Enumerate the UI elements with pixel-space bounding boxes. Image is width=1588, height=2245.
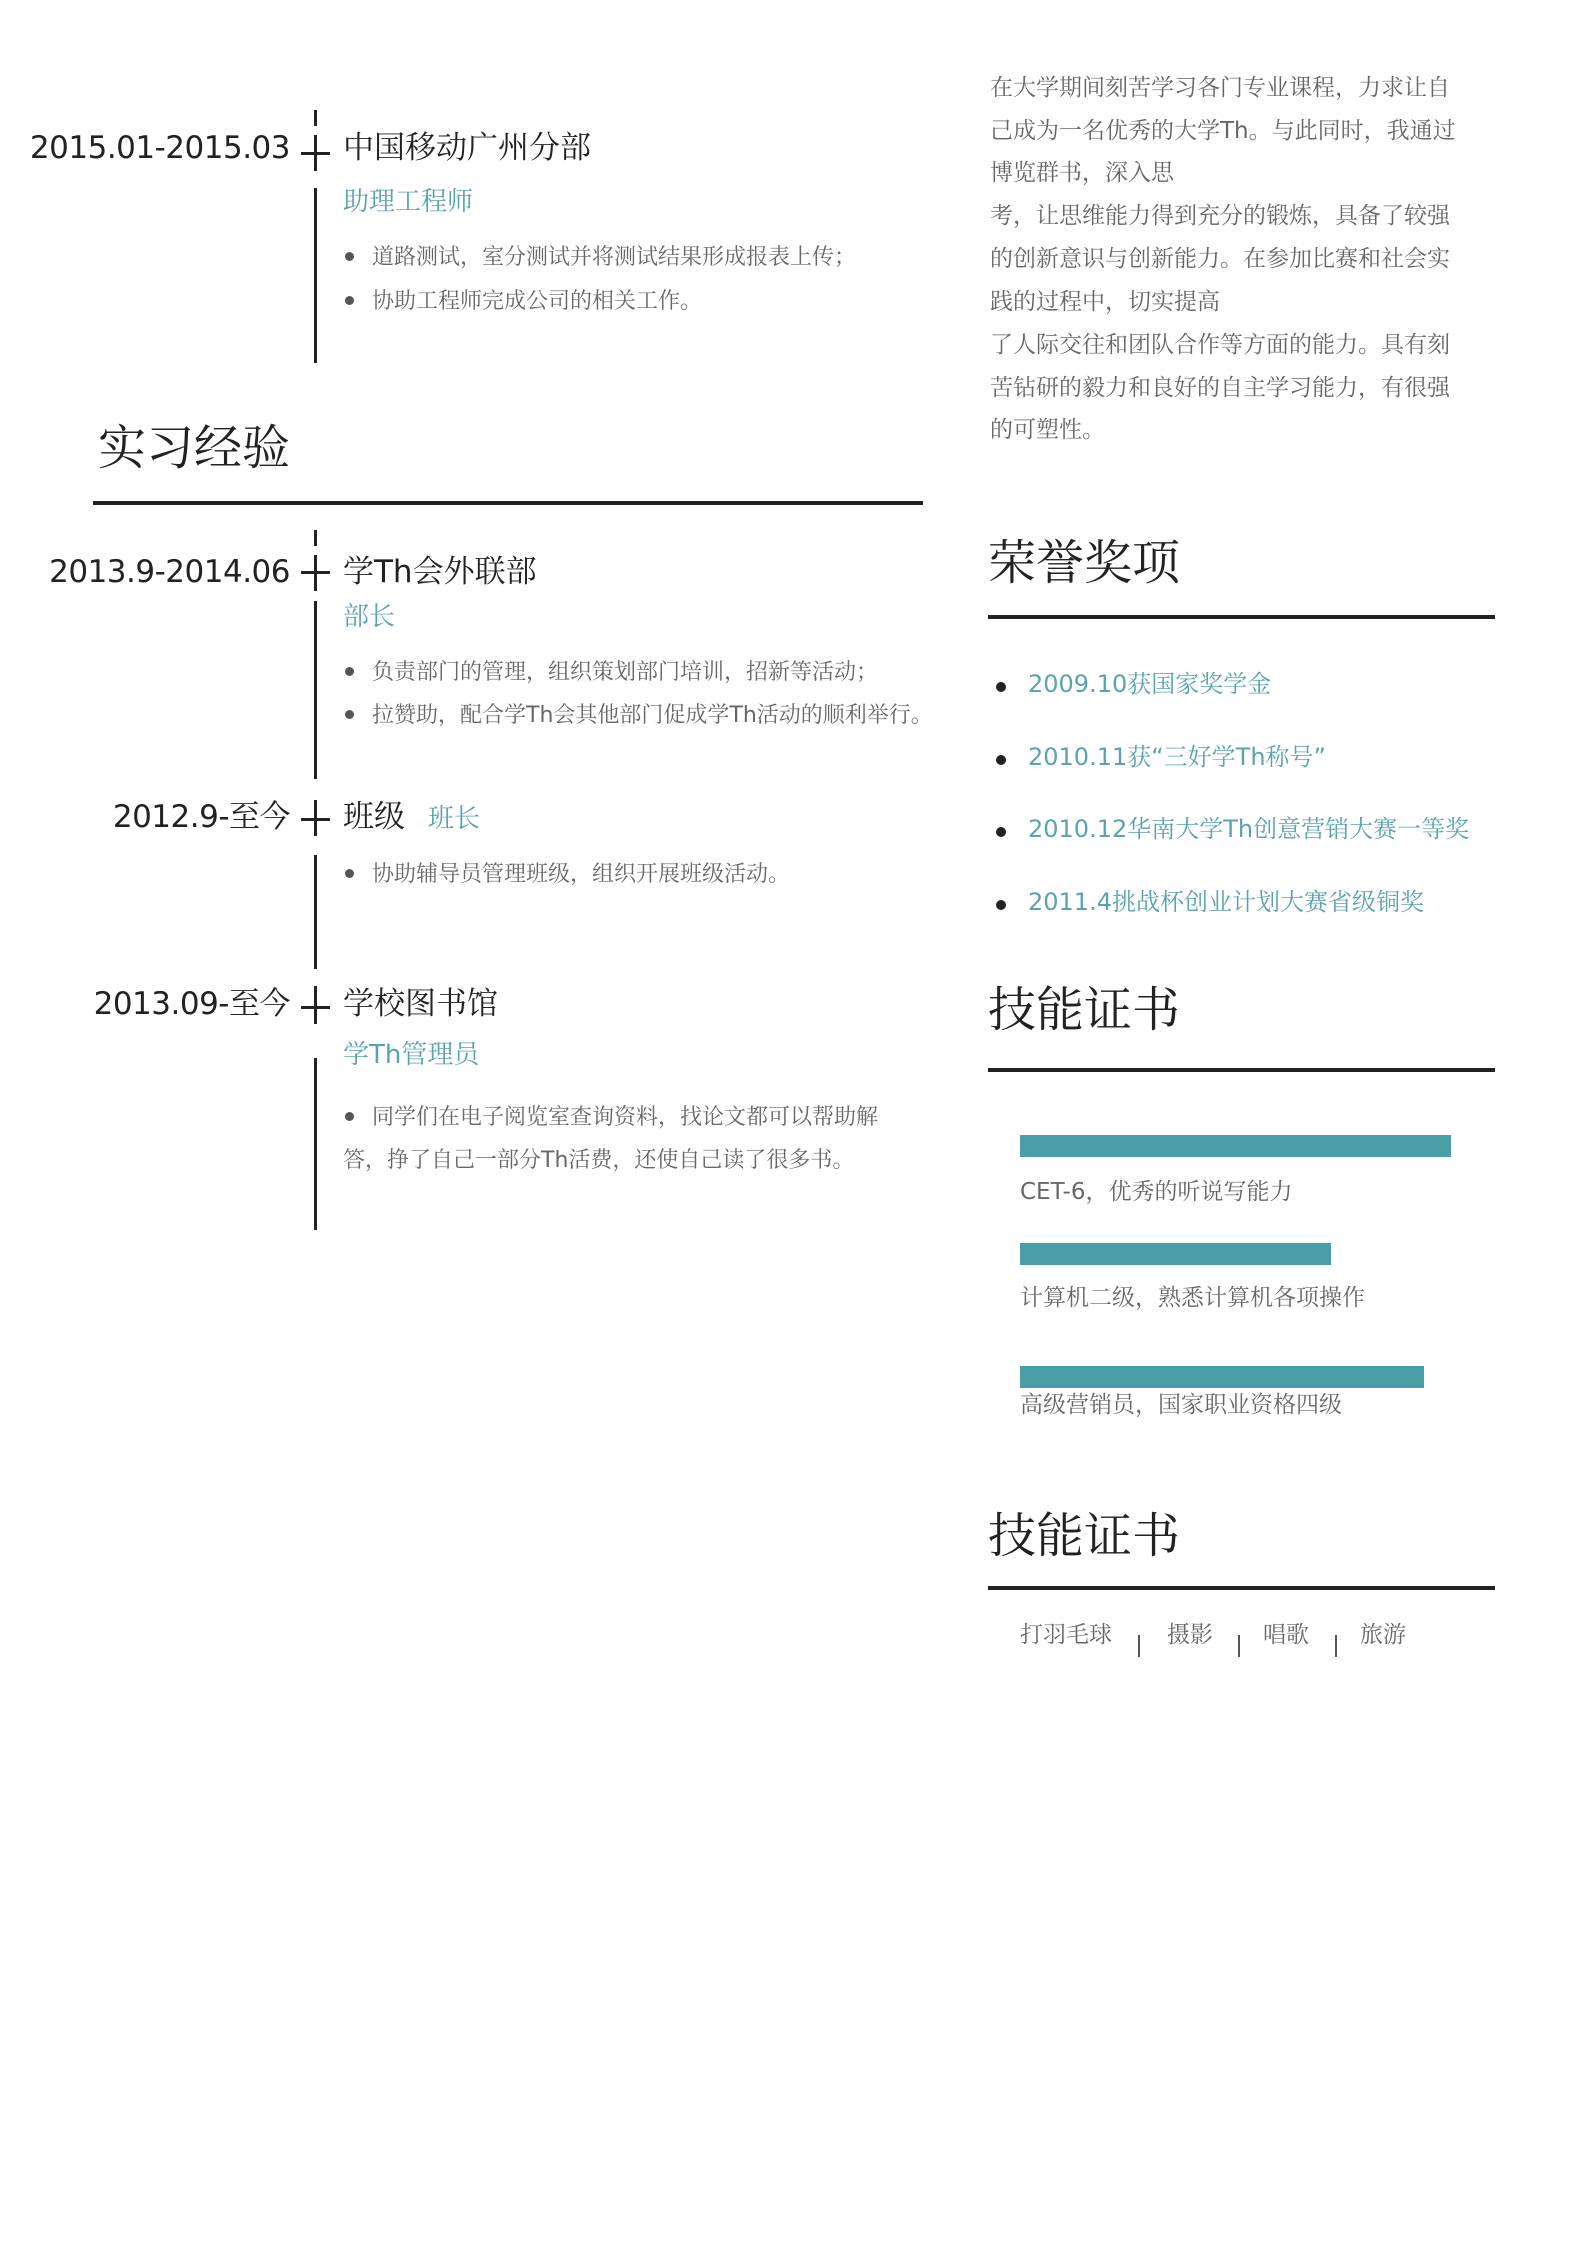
bullet-dot-icon (345, 869, 354, 878)
entry-bullet: 负责部门的管理，组织策划部门培训，招新等活动； (345, 657, 878, 689)
self-evaluation-line: 博览群书，深入思 (990, 160, 1174, 186)
section-title-internship: 实习经验 (98, 420, 291, 476)
entry-organization: 学校图书馆 (343, 986, 498, 1022)
bullet-dot-icon (996, 755, 1006, 765)
self-evaluation-line: 苦钻研的毅力和良好的自主学习能力，有很强 (990, 375, 1450, 401)
skill-level-bar (1020, 1135, 1451, 1157)
section-divider (988, 1586, 1495, 1590)
bullet-dot-icon (996, 827, 1006, 837)
entry-organization: 学Th会外联部 (343, 554, 537, 590)
self-evaluation-line: 己成为一名优秀的大学Th。与此同时，我通过 (990, 118, 1456, 144)
hobby-separator (1238, 1635, 1240, 1657)
timeline-tick (314, 110, 317, 126)
timeline-marker-plus-icon (301, 818, 330, 821)
self-evaluation-line: 在大学期间刻苦学习各门专业课程，力求让自 (990, 75, 1450, 101)
self-evaluation-line: 的可塑性。 (990, 417, 1105, 443)
timeline-marker-plus-icon (301, 1006, 330, 1009)
skill-label: 计算机二级，熟悉计算机各项操作 (1020, 1285, 1365, 1311)
bullet-dot-icon (345, 252, 354, 261)
entry-organization: 班级 (343, 799, 405, 835)
self-evaluation-line: 践的过程中，切实提高 (990, 289, 1220, 315)
entry-organization: 中国移动广州分部 (343, 130, 591, 166)
hobby-separator (1335, 1635, 1337, 1657)
section-divider (988, 615, 1495, 619)
hobby-item: 摄影 (1167, 1622, 1213, 1648)
timeline-tick (314, 530, 317, 546)
hobby-item: 旅游 (1360, 1622, 1406, 1648)
timeline-line (314, 855, 317, 969)
timeline-marker-vertical (314, 986, 317, 1024)
skill-label: 高级营销员，国家职业资格四级 (1020, 1392, 1342, 1418)
entry-role: 学Th管理员 (343, 1040, 480, 1070)
entry-bullet: 协助辅导员管理班级，组织开展班级活动。 (345, 859, 790, 891)
entry-date: 2012.9-至今 (112, 799, 290, 835)
hobby-separator (1138, 1635, 1140, 1657)
self-evaluation-line: 考，让思维能力得到充分的锻炼，具备了较强 (990, 203, 1450, 229)
hobby-item: 打羽毛球 (1020, 1622, 1112, 1648)
honor-item: 2010.11获“三好学Th称号” (996, 741, 1326, 773)
skill-level-bar (1020, 1366, 1424, 1388)
bullet-dot-icon (996, 682, 1006, 692)
timeline-line (314, 601, 317, 779)
section-divider (988, 1068, 1495, 1072)
bullet-dot-icon (345, 667, 354, 676)
entry-date: 2015.01-2015.03 (29, 130, 290, 166)
entry-role: 班长 (428, 804, 481, 834)
bullet-dot-icon (996, 900, 1006, 910)
timeline-line (314, 188, 317, 363)
bullet-dot-icon (345, 710, 354, 719)
entry-bullet: 拉赞助，配合学Th会其他部门促成学Th活动的顺利举行。 (345, 700, 933, 732)
section-divider (93, 501, 923, 505)
entry-role: 助理工程师 (343, 187, 474, 217)
honor-item: 2009.10获国家奖学金 (996, 668, 1271, 700)
timeline-line (314, 1058, 317, 1230)
hobby-item: 唱歌 (1263, 1622, 1309, 1648)
honor-item: 2010.12华南大学Th创意营销大赛一等奖 (996, 813, 1469, 845)
entry-date: 2013.09-至今 (93, 986, 290, 1022)
section-title-hobbies: 技能证书 (988, 1508, 1181, 1564)
bullet-dot-icon (345, 296, 354, 305)
section-title-skills: 技能证书 (988, 982, 1181, 1038)
timeline-marker-plus-icon (301, 571, 330, 574)
bullet-dot-icon (345, 1112, 354, 1121)
entry-bullet-continued: 答，挣了自己一部分Th活费，还使自己读了很多书。 (343, 1148, 855, 1173)
skill-label: CET-6，优秀的听说写能力 (1020, 1179, 1293, 1205)
self-evaluation-line: 了人际交往和团队合作等方面的能力。具有刻 (990, 332, 1450, 358)
entry-date: 2013.9-2014.06 (49, 554, 290, 590)
self-evaluation-line: 的创新意识与创新能力。在参加比赛和社会实 (990, 246, 1450, 272)
timeline-marker-plus-icon (301, 152, 330, 155)
entry-role: 部长 (343, 602, 396, 632)
entry-bullet: 道路测试，室分测试并将测试结果形成报表上传； (345, 242, 856, 274)
skill-level-bar (1020, 1243, 1331, 1265)
entry-bullet: 协助工程师完成公司的相关工作。 (345, 286, 702, 318)
entry-bullet: 同学们在电子阅览室查询资料，找论文都可以帮助解 (345, 1102, 878, 1134)
section-title-honors: 荣誉奖项 (988, 535, 1181, 591)
honor-item: 2011.4挑战杯创业计划大赛省级铜奖 (996, 886, 1424, 918)
